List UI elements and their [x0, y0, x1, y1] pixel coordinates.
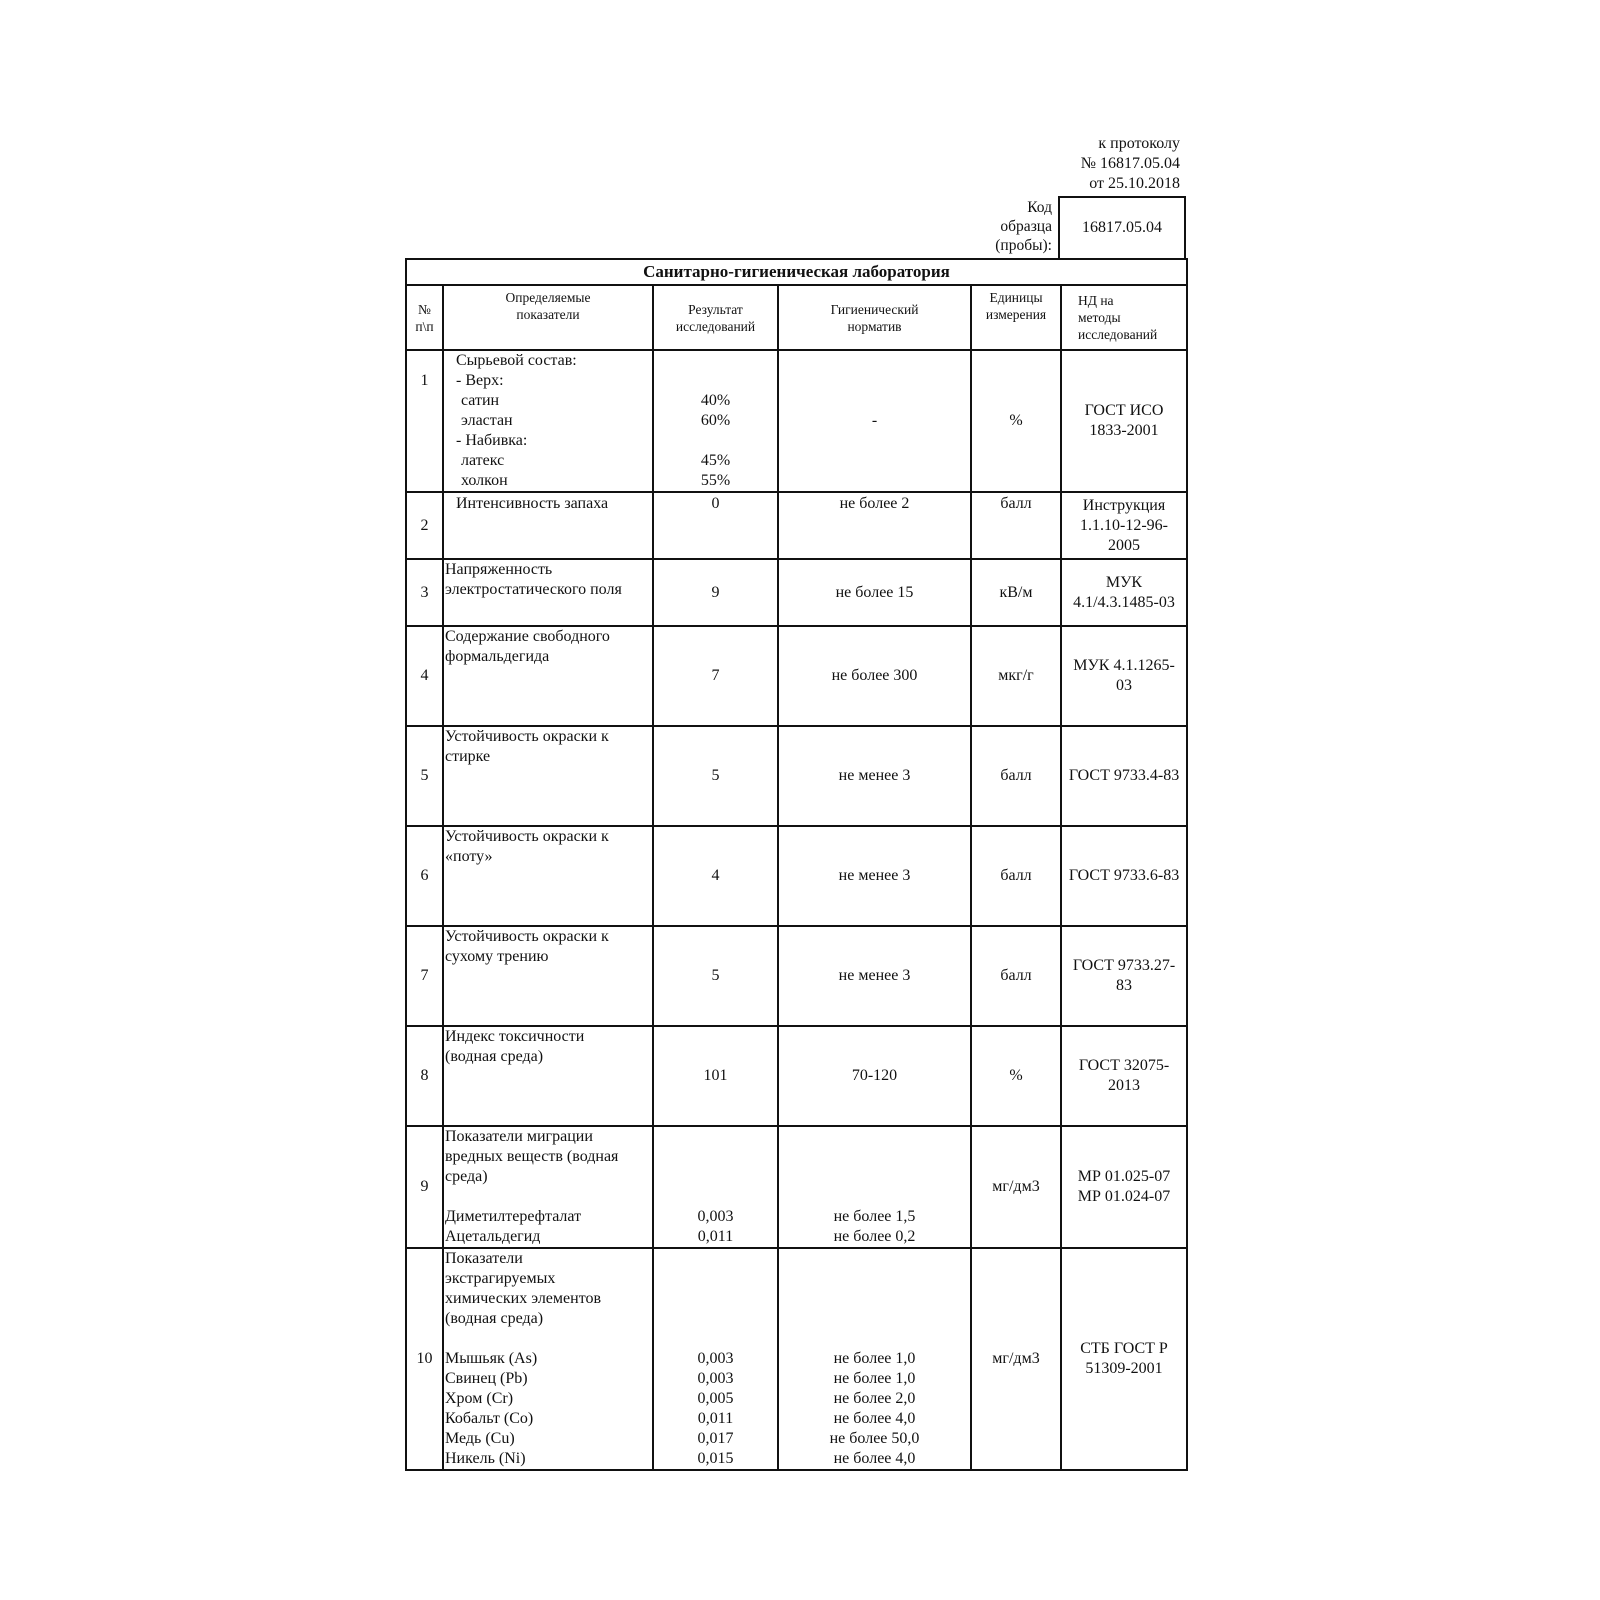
table-row	[406, 492, 1187, 559]
norm-cell: не более 15	[778, 559, 971, 626]
indicator-cell: Показатели экстрагируемых химических элементов (водная среда) Мышьяк (As) Свинец (Pb) Хром (Cr) Кобальт (Co) Медь (Cu) Никель (Ni)	[443, 1248, 653, 1470]
table-row	[406, 350, 1187, 492]
units-cell: кВ/м	[971, 559, 1061, 626]
units-cell: мг/дм3	[971, 1248, 1061, 1470]
row-number: 8	[406, 1026, 443, 1126]
row-number: 3	[406, 559, 443, 626]
result-cell: 0,003 0,011	[653, 1126, 778, 1248]
protocol-label: к протоколу	[1098, 135, 1180, 152]
lab-title: Санитарно-гигиеническая лаборатория	[406, 259, 1187, 285]
table-row	[406, 559, 1187, 626]
nd-cell: МУК 4.1/4.3.1485-03	[1061, 559, 1187, 626]
norm-cell: не более 300	[778, 626, 971, 726]
indicator-cell: Содержание свободного формальдегида	[443, 626, 653, 726]
norm-cell: не менее 3	[778, 726, 971, 826]
result-cell: 5	[653, 926, 778, 1026]
col-header-result: Результат исследований	[653, 285, 778, 350]
sample-code-label-line: Код	[1027, 199, 1052, 216]
table-row	[406, 726, 1187, 826]
norm-cell: не более 2	[778, 492, 971, 559]
norm-cell: не более 1,5 не более 0,2	[778, 1126, 971, 1248]
row-number: 9	[406, 1126, 443, 1248]
units-cell: балл	[971, 492, 1061, 559]
table-row	[406, 826, 1187, 926]
nd-cell: ГОСТ 9733.6-83	[1061, 826, 1187, 926]
result-cell: 40% 60% 45% 55%	[653, 350, 778, 492]
col-header-norm: Гигиенический норматив	[778, 285, 971, 350]
nd-cell: Инструкция 1.1.10-12-96- 2005	[1061, 492, 1187, 559]
col-header-nd: НД на методы исследований	[1061, 285, 1187, 350]
table-row	[406, 1026, 1187, 1126]
units-cell: %	[971, 1026, 1061, 1126]
indicator-cell: Устойчивость окраски к сухому трению	[443, 926, 653, 1026]
indicator-cell: Показатели миграции вредных веществ (водная среда) Диметилтерефталат Ацетальдегид	[443, 1126, 653, 1248]
row-number: 2	[406, 492, 443, 559]
sample-code-label-line: (пробы):	[995, 237, 1052, 254]
col-header-indicator: Определяемые показатели	[443, 285, 653, 350]
row-number: 4	[406, 626, 443, 726]
col-header-units: Единицы измерения	[971, 285, 1061, 350]
table-row	[406, 1248, 1187, 1470]
norm-cell: не менее 3	[778, 826, 971, 926]
results-table	[405, 258, 1188, 1471]
nd-cell: МР 01.025-07 МР 01.024-07	[1061, 1126, 1187, 1248]
row-number: 6	[406, 826, 443, 926]
row-number: 7	[406, 926, 443, 1026]
sample-code-block	[960, 196, 1186, 258]
result-cell: 7	[653, 626, 778, 726]
column-header-row	[406, 285, 1187, 350]
nd-cell: ГОСТ 32075- 2013	[1061, 1026, 1187, 1126]
units-cell: балл	[971, 726, 1061, 826]
row-number: 5	[406, 726, 443, 826]
sample-code-label	[960, 196, 1058, 258]
result-cell: 101	[653, 1026, 778, 1126]
units-cell: мкг/г	[971, 626, 1061, 726]
col-header-num: № п\п	[406, 285, 443, 350]
norm-cell: не менее 3	[778, 926, 971, 1026]
result-cell: 5	[653, 726, 778, 826]
table-row	[406, 1126, 1187, 1248]
norm-cell: -	[778, 350, 971, 492]
nd-cell: ГОСТ ИСО 1833-2001	[1061, 350, 1187, 492]
result-cell: 0	[653, 492, 778, 559]
units-cell: %	[971, 350, 1061, 492]
result-cell: 9	[653, 559, 778, 626]
sample-code-value: 16817.05.04	[1058, 196, 1186, 258]
protocol-reference	[1000, 134, 1180, 194]
result-cell: 0,003 0,003 0,005 0,011 0,017 0,015	[653, 1248, 778, 1470]
protocol-number: № 16817.05.04	[1080, 155, 1180, 172]
row-number: 10	[406, 1248, 443, 1470]
units-cell: балл	[971, 926, 1061, 1026]
protocol-date: от 25.10.2018	[1089, 175, 1180, 192]
table-row	[406, 926, 1187, 1026]
nd-cell: СТБ ГОСТ Р 51309-2001	[1061, 1248, 1187, 1470]
norm-cell: 70-120	[778, 1026, 971, 1126]
indicator-cell: Интенсивность запаха	[443, 492, 653, 559]
units-cell: мг/дм3	[971, 1126, 1061, 1248]
nd-cell: МУК 4.1.1265- 03	[1061, 626, 1187, 726]
norm-cell: не более 1,0 не более 1,0 не более 2,0 не более 4,0 не более 50,0 не более 4,0	[778, 1248, 971, 1470]
table-row	[406, 626, 1187, 726]
nd-cell: ГОСТ 9733.27- 83	[1061, 926, 1187, 1026]
units-cell: балл	[971, 826, 1061, 926]
sample-code-label-line: образца	[1000, 218, 1052, 235]
indicator-cell: Сырьевой состав: - Верх: сатин эластан - Набивка: латекс холкон	[443, 350, 653, 492]
indicator-cell: Устойчивость окраски к стирке	[443, 726, 653, 826]
row-number: 1	[406, 350, 443, 492]
indicator-cell: Устойчивость окраски к «поту»	[443, 826, 653, 926]
indicator-cell: Напряженность электростатического поля	[443, 559, 653, 626]
nd-cell: ГОСТ 9733.4-83	[1061, 726, 1187, 826]
result-cell: 4	[653, 826, 778, 926]
indicator-cell: Индекс токсичности (водная среда)	[443, 1026, 653, 1126]
